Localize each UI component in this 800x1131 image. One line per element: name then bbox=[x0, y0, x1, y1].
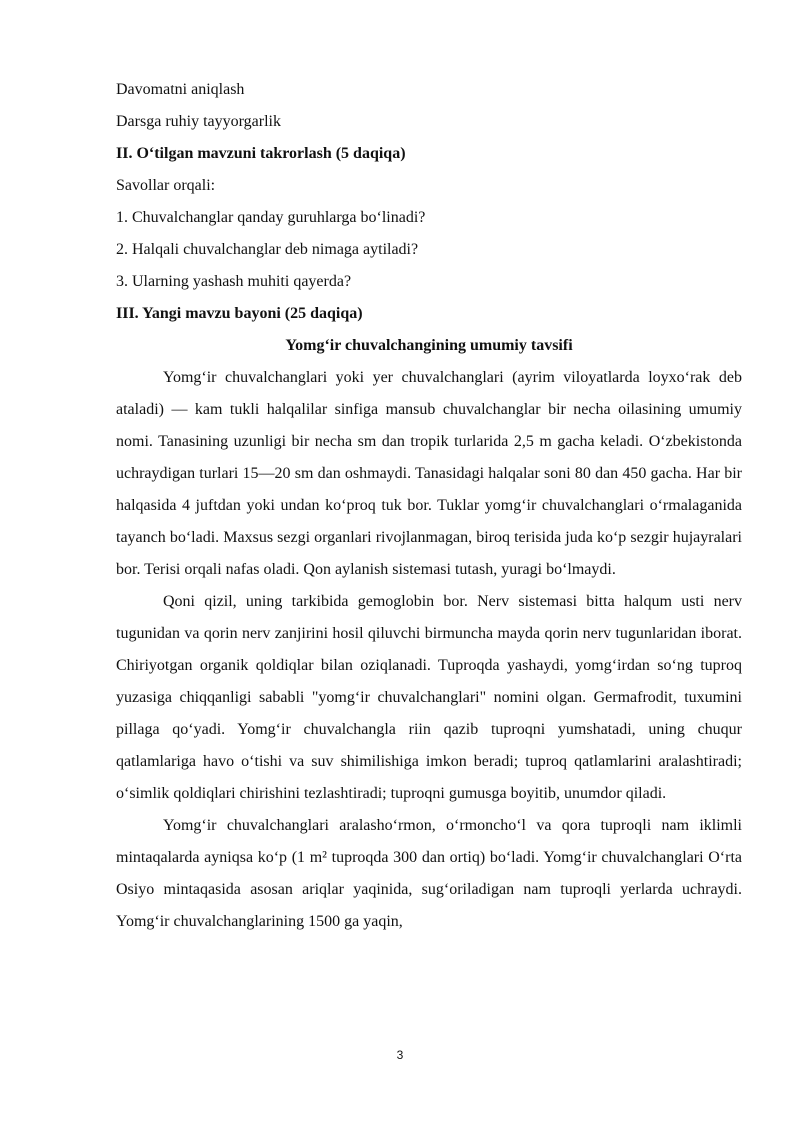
section-2-heading: II. O‘tilgan mavzuni takrorlash (5 daqiqa) bbox=[116, 145, 406, 162]
document-page bbox=[116, 74, 742, 938]
question-3: 3. Ularning yashash muhiti qayerda? bbox=[116, 273, 352, 290]
topic-title: Yomg‘ir chuvalchangining umumiy tavsifi bbox=[285, 337, 573, 354]
question-1: 1. Chuvalchanglar qanday guruhlarga bo‘linadi? bbox=[116, 209, 426, 226]
paragraph-general-description: Yomg‘ir chuvalchanglari yoki yer chuvalchanglari (ayrim viloyatlarda loyxo‘rak deb ataladi) — kam tukli halqalilar sinfiga mansub chuvalchanglar bir necha oilasining umumiy nomi. Tanasining uzunligi bir necha sm dan tropik turlarida 2,5 m gacha keladi. O‘zbekistonda uchraydigan turlari 15—20 sm dan oshmaydi. Tanasidagi halqalar soni 80 dan 450 gacha. Har bir halqasida 4 juftdan yoki undan ko‘proq tuk bor. Tuklar yomg‘ir chuvalchanglari o‘rmalaganida tayanch bo‘ladi. Maxsus sezgi organlari rivojlanmagan, biroq terisida juda ko‘p sezgir hujayralari bor. Terisi orqali nafas oladi. Qon aylanish sistemasi tutash, yuragi bo‘lmaydi. bbox=[116, 369, 742, 578]
page-number: 3 bbox=[396, 1048, 404, 1062]
attendance-line: Davomatni aniqlash bbox=[116, 81, 245, 98]
paragraph-anatomy-and-role: Qoni qizil, uning tarkibida gemoglobin bor. Nerv sistemasi bitta halqum usti nerv tugunidan va qorin nerv zanjirini hosil qiluvchi birmuncha mayda qorin nerv tugunlaridan iborat. Chiriyotgan organik qoldiqlar bilan oziqlanadi. Tuproqda yashaydi, yomg‘irdan so‘ng tuproq yuzasiga chiqqanligi sababli "yomg‘ir chuvalchanglari" nomini olgan. Germafrodit, tuxumini pillaga qo‘yadi. Yomg‘ir chuvalchangla riin qazib tuproqni yumshatadi, uning chuqur qatlamlariga havo o‘tishi va suv shimilishiga imkon beradi; tuproq qatlamlarini aralashtiradi; o‘simlik qoldiqlari chirishini tezlashtiradi; tuproqni gumusga boyitib, unumdor qiladi. bbox=[116, 593, 742, 802]
section-3-heading: III. Yangi mavzu bayoni (25 daqiqa) bbox=[116, 305, 363, 322]
paragraph-distribution: Yomg‘ir chuvalchanglari aralasho‘rmon, o‘rmoncho‘l va qora tuproqli nam iklimli mintaqalarda ayniqsa ko‘p (1 m² tuproqda 300 dan ortiq) bo‘ladi. Yomg‘ir chuvalchanglari O‘rta Osiyo mintaqasida asosan ariqlar yaqinida, sug‘oriladigan nam tuproqli yerlarda uchraydi. Yomg‘ir chuvalchanglarining 1500 ga yaqin, bbox=[116, 817, 742, 930]
questions-intro: Savollar orqali: bbox=[116, 177, 216, 194]
readiness-line: Darsga ruhiy tayyorgarlik bbox=[116, 113, 281, 130]
question-2: 2. Halqali chuvalchanglar deb nimaga aytiladi? bbox=[116, 241, 419, 258]
